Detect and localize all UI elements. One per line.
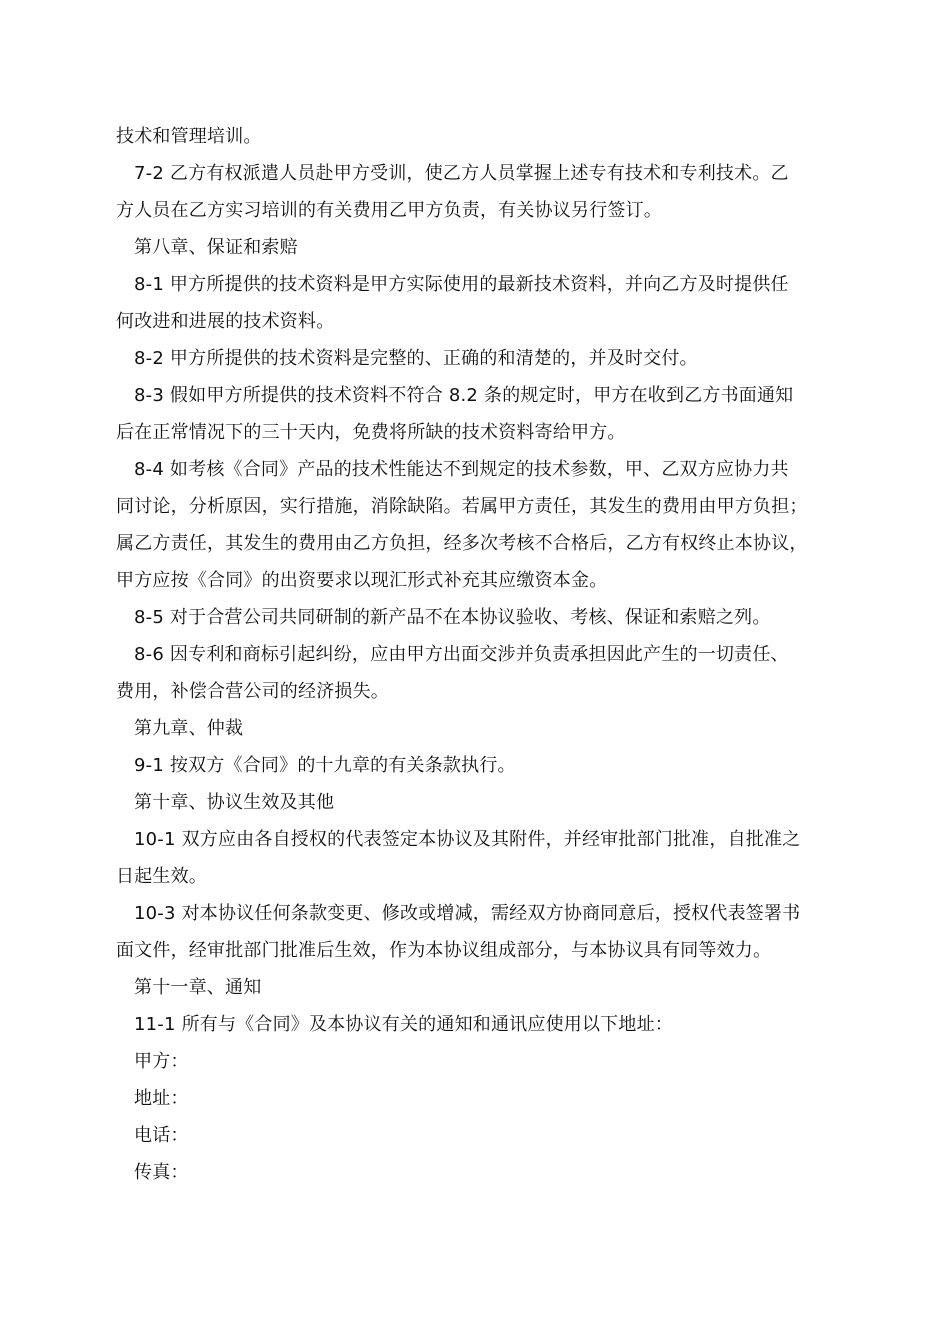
chapter-11-heading — [116, 969, 836, 1006]
text-line: 11-1 所有与《合同》及本协议有关的通知和通讯应使用以下地址： — [134, 1014, 673, 1035]
text-line: 甲方： — [134, 1051, 189, 1072]
text-line: 7-2 乙方有权派遣人员赴甲方受训，使乙方人员掌握上述专有技术和专利技术。乙 — [134, 163, 789, 184]
fax-label — [116, 1154, 836, 1191]
clause-8-3 — [116, 377, 836, 451]
text-line: 第八章、保证和索赔 — [134, 237, 298, 258]
chapter-10-heading — [116, 784, 836, 821]
clause-8-1 — [116, 266, 836, 340]
phone-label — [116, 1117, 836, 1154]
clause-9-1 — [116, 747, 836, 784]
text-line: 第十一章、通知 — [134, 977, 262, 998]
text-line: 属乙方责任，其发生的费用由乙方负担，经多次考核不合格后，乙方有权终止本协议， — [116, 533, 808, 554]
text-line: 8-6 因专利和商标引起纠纷，应由甲方出面交涉并负责承担因此产生的一切责任、 — [134, 644, 789, 665]
clause-10-3 — [116, 895, 836, 969]
party-a-label — [116, 1043, 836, 1080]
chapter-8-heading — [116, 229, 836, 266]
text-line: 方人员在乙方实习培训的有关费用乙甲方负责，有关协议另行签订。 — [116, 200, 662, 221]
text-line: 8-5 对于合营公司共同研制的新产品不在本协议验收、考核、保证和索赔之列。 — [134, 607, 771, 628]
clause-8-2 — [116, 340, 836, 377]
text-line: 10-1 双方应由各自授权的代表签定本协议及其附件，并经审批部门批准，自批准之 — [134, 829, 801, 850]
clause-10-1 — [116, 821, 836, 895]
chapter-9-heading — [116, 710, 836, 747]
text-line: 电话： — [134, 1125, 189, 1146]
clause-11-1 — [116, 1006, 836, 1043]
text-line: 9-1 按双方《合同》的十九章的有关条款执行。 — [134, 755, 516, 776]
text-line: 日起生效。 — [116, 866, 207, 887]
text-line: 何改进和进展的技术资料。 — [116, 311, 335, 332]
text-line: 10-3 对本协议任何条款变更、修改或增减，需经双方协商同意后，授权代表签署书 — [134, 903, 801, 924]
text-line: 第九章、仲裁 — [134, 718, 244, 739]
text-line: 费用，补偿合营公司的经济损失。 — [116, 681, 389, 702]
text-line: 面文件，经审批部门批准后生效，作为本协议组成部分，与本协议具有同等效力。 — [116, 940, 772, 961]
text-line: 甲方应按《合同》的出资要求以现汇形式补充其应缴资本金。 — [116, 570, 608, 591]
document-page — [116, 118, 836, 1191]
paragraph-training-continuation — [116, 118, 836, 155]
clause-8-6 — [116, 636, 836, 710]
address-label — [116, 1080, 836, 1117]
text-line: 地址： — [134, 1088, 189, 1109]
text-line: 后在正常情况下的三十天内，免费将所缺的技术资料寄给甲方。 — [116, 422, 626, 443]
text-line: 同讨论，分析原因，实行措施，消除缺陷。若属甲方责任，其发生的费用由甲方负担； — [116, 496, 808, 517]
text-line: 8-2 甲方所提供的技术资料是完整的、正确的和清楚的，并及时交付。 — [134, 348, 698, 369]
text-line: 技术和管理培训。 — [116, 126, 262, 147]
clause-8-4 — [116, 451, 836, 599]
text-line: 传真： — [134, 1162, 189, 1183]
text-line: 8-4 如考核《合同》产品的技术性能达不到规定的技术参数，甲、乙双方应协力共 — [134, 459, 789, 480]
text-line: 8-1 甲方所提供的技术资料是甲方实际使用的最新技术资料，并向乙方及时提供任 — [134, 274, 789, 295]
text-line: 第十章、协议生效及其他 — [134, 792, 335, 813]
clause-8-5 — [116, 599, 836, 636]
text-line: 8-3 假如甲方所提供的技术资料不符合 8.2 条的规定时，甲方在收到乙方书面通知 — [134, 385, 794, 406]
clause-7-2 — [116, 155, 836, 229]
